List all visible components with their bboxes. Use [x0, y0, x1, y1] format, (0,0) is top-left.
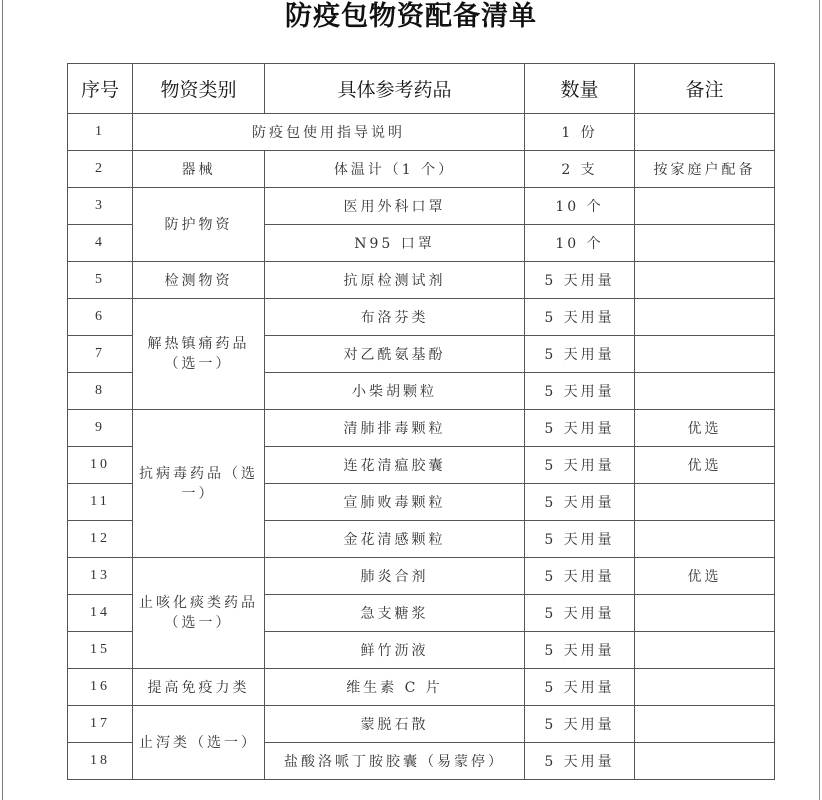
cell-item: 急支糖浆: [265, 595, 525, 632]
cell-index: 17: [68, 706, 133, 743]
cell-index: 1: [68, 114, 133, 151]
cell-quantity: 5 天用量: [525, 373, 635, 410]
cell-index: 18: [68, 743, 133, 780]
cell-item: 蒙脱石散: [265, 706, 525, 743]
table-row: [68, 262, 775, 299]
cell-item: 小柴胡颗粒: [265, 373, 525, 410]
table-row: [68, 188, 775, 225]
header-item: 具体参考药品: [265, 64, 525, 114]
cell-note: 优选: [635, 447, 775, 484]
cell-item: N95 口罩: [265, 225, 525, 262]
cell-note: [635, 521, 775, 558]
cell-index: 14: [68, 595, 133, 632]
cell-quantity: 5 天用量: [525, 410, 635, 447]
category-line-1: 抗病毒药品（选: [139, 465, 258, 482]
cell-item: 对乙酰氨基酚: [265, 336, 525, 373]
header-note: 备注: [635, 64, 775, 114]
cell-index: 12: [68, 521, 133, 558]
category-line-2: （选一）: [164, 356, 233, 372]
cell-category: [133, 410, 265, 558]
header-category: 物资类别: [133, 64, 265, 114]
table-row: [68, 114, 775, 151]
cell-quantity: 2 支: [525, 151, 635, 188]
cell-item: 布洛芬类: [265, 299, 525, 336]
page-title: 防疫包物资配备清单: [285, 1, 537, 32]
cell-note: [635, 188, 775, 225]
cell-quantity: 5 天用量: [525, 743, 635, 780]
cell-note: [635, 114, 775, 151]
cell-quantity: 5 天用量: [525, 521, 635, 558]
table-row: [68, 706, 775, 743]
cell-quantity: 5 天用量: [525, 484, 635, 521]
cell-index: 4: [68, 225, 133, 262]
cell-item: 鲜竹沥液: [265, 632, 525, 669]
category-line-1: 解热镇痛药品: [147, 336, 250, 352]
cell-note: [635, 484, 775, 521]
cell-item: 防疫包使用指导说明: [133, 114, 525, 151]
cell-quantity: 5 天用量: [525, 706, 635, 743]
cell-note: 优选: [635, 410, 775, 447]
page-right-edge: [819, 0, 820, 800]
cell-item: 肺炎合剂: [265, 558, 525, 595]
cell-category: [133, 299, 265, 410]
cell-quantity: 5 天用量: [525, 262, 635, 299]
cell-category: 器械: [133, 151, 265, 188]
cell-note: 按家庭户配备: [635, 151, 775, 188]
page-left-edge: [2, 0, 3, 800]
table-row: [68, 410, 775, 447]
cell-index: 8: [68, 373, 133, 410]
cell-category: 防护物资: [133, 188, 265, 262]
cell-quantity: 5 天用量: [525, 669, 635, 706]
cell-quantity: 1 份: [525, 114, 635, 151]
cell-quantity: 5 天用量: [525, 632, 635, 669]
cell-note: [635, 743, 775, 780]
cell-quantity: 5 天用量: [525, 336, 635, 373]
cell-index: 10: [68, 447, 133, 484]
cell-item: 维生素 C 片: [265, 669, 525, 706]
cell-category: [133, 558, 265, 669]
cell-index: 7: [68, 336, 133, 373]
cell-item: 金花清感颗粒: [265, 521, 525, 558]
cell-quantity: 5 天用量: [525, 558, 635, 595]
category-line-1: 止咳化痰类药品: [139, 595, 258, 611]
table-row: [68, 299, 775, 336]
cell-quantity: 10 个: [525, 225, 635, 262]
cell-quantity: 10 个: [525, 188, 635, 225]
cell-note: 优选: [635, 558, 775, 595]
header-index: 序号: [68, 64, 133, 114]
cell-index: 3: [68, 188, 133, 225]
cell-category: 提高免疫力类: [133, 669, 265, 706]
cell-index: 11: [68, 484, 133, 521]
cell-index: 6: [68, 299, 133, 336]
cell-quantity: 5 天用量: [525, 447, 635, 484]
cell-index: 16: [68, 669, 133, 706]
cell-note: [635, 373, 775, 410]
cell-item: 连花清瘟胶囊: [265, 447, 525, 484]
cell-note: [635, 336, 775, 373]
header-quantity: 数量: [525, 64, 635, 114]
cell-note: [635, 299, 775, 336]
cell-item: 盐酸洛哌丁胺胶囊（易蒙停）: [265, 743, 525, 780]
cell-note: [635, 262, 775, 299]
table-row: [68, 669, 775, 706]
cell-note: [635, 669, 775, 706]
cell-category: 检测物资: [133, 262, 265, 299]
cell-note: [635, 595, 775, 632]
cell-note: [635, 225, 775, 262]
table-header-row: [68, 64, 775, 114]
cell-index: 9: [68, 410, 133, 447]
cell-note: [635, 706, 775, 743]
table-row: [68, 151, 775, 188]
cell-item: 医用外科口罩: [265, 188, 525, 225]
cell-index: 5: [68, 262, 133, 299]
cell-category: 止泻类（选一）: [133, 706, 265, 780]
cell-note: [635, 632, 775, 669]
category-line-2: 一）: [181, 485, 216, 502]
table-row: [68, 558, 775, 595]
cell-index: 2: [68, 151, 133, 188]
supplies-table: [67, 63, 775, 780]
cell-index: 15: [68, 632, 133, 669]
cell-item: 体温计（1 个）: [265, 151, 525, 188]
cell-item: 宣肺败毒颗粒: [265, 484, 525, 521]
cell-quantity: 5 天用量: [525, 299, 635, 336]
cell-item: 清肺排毒颗粒: [265, 410, 525, 447]
cell-index: 13: [68, 558, 133, 595]
cell-item: 抗原检测试剂: [265, 262, 525, 299]
category-line-2: （选一）: [164, 615, 233, 631]
cell-quantity: 5 天用量: [525, 595, 635, 632]
